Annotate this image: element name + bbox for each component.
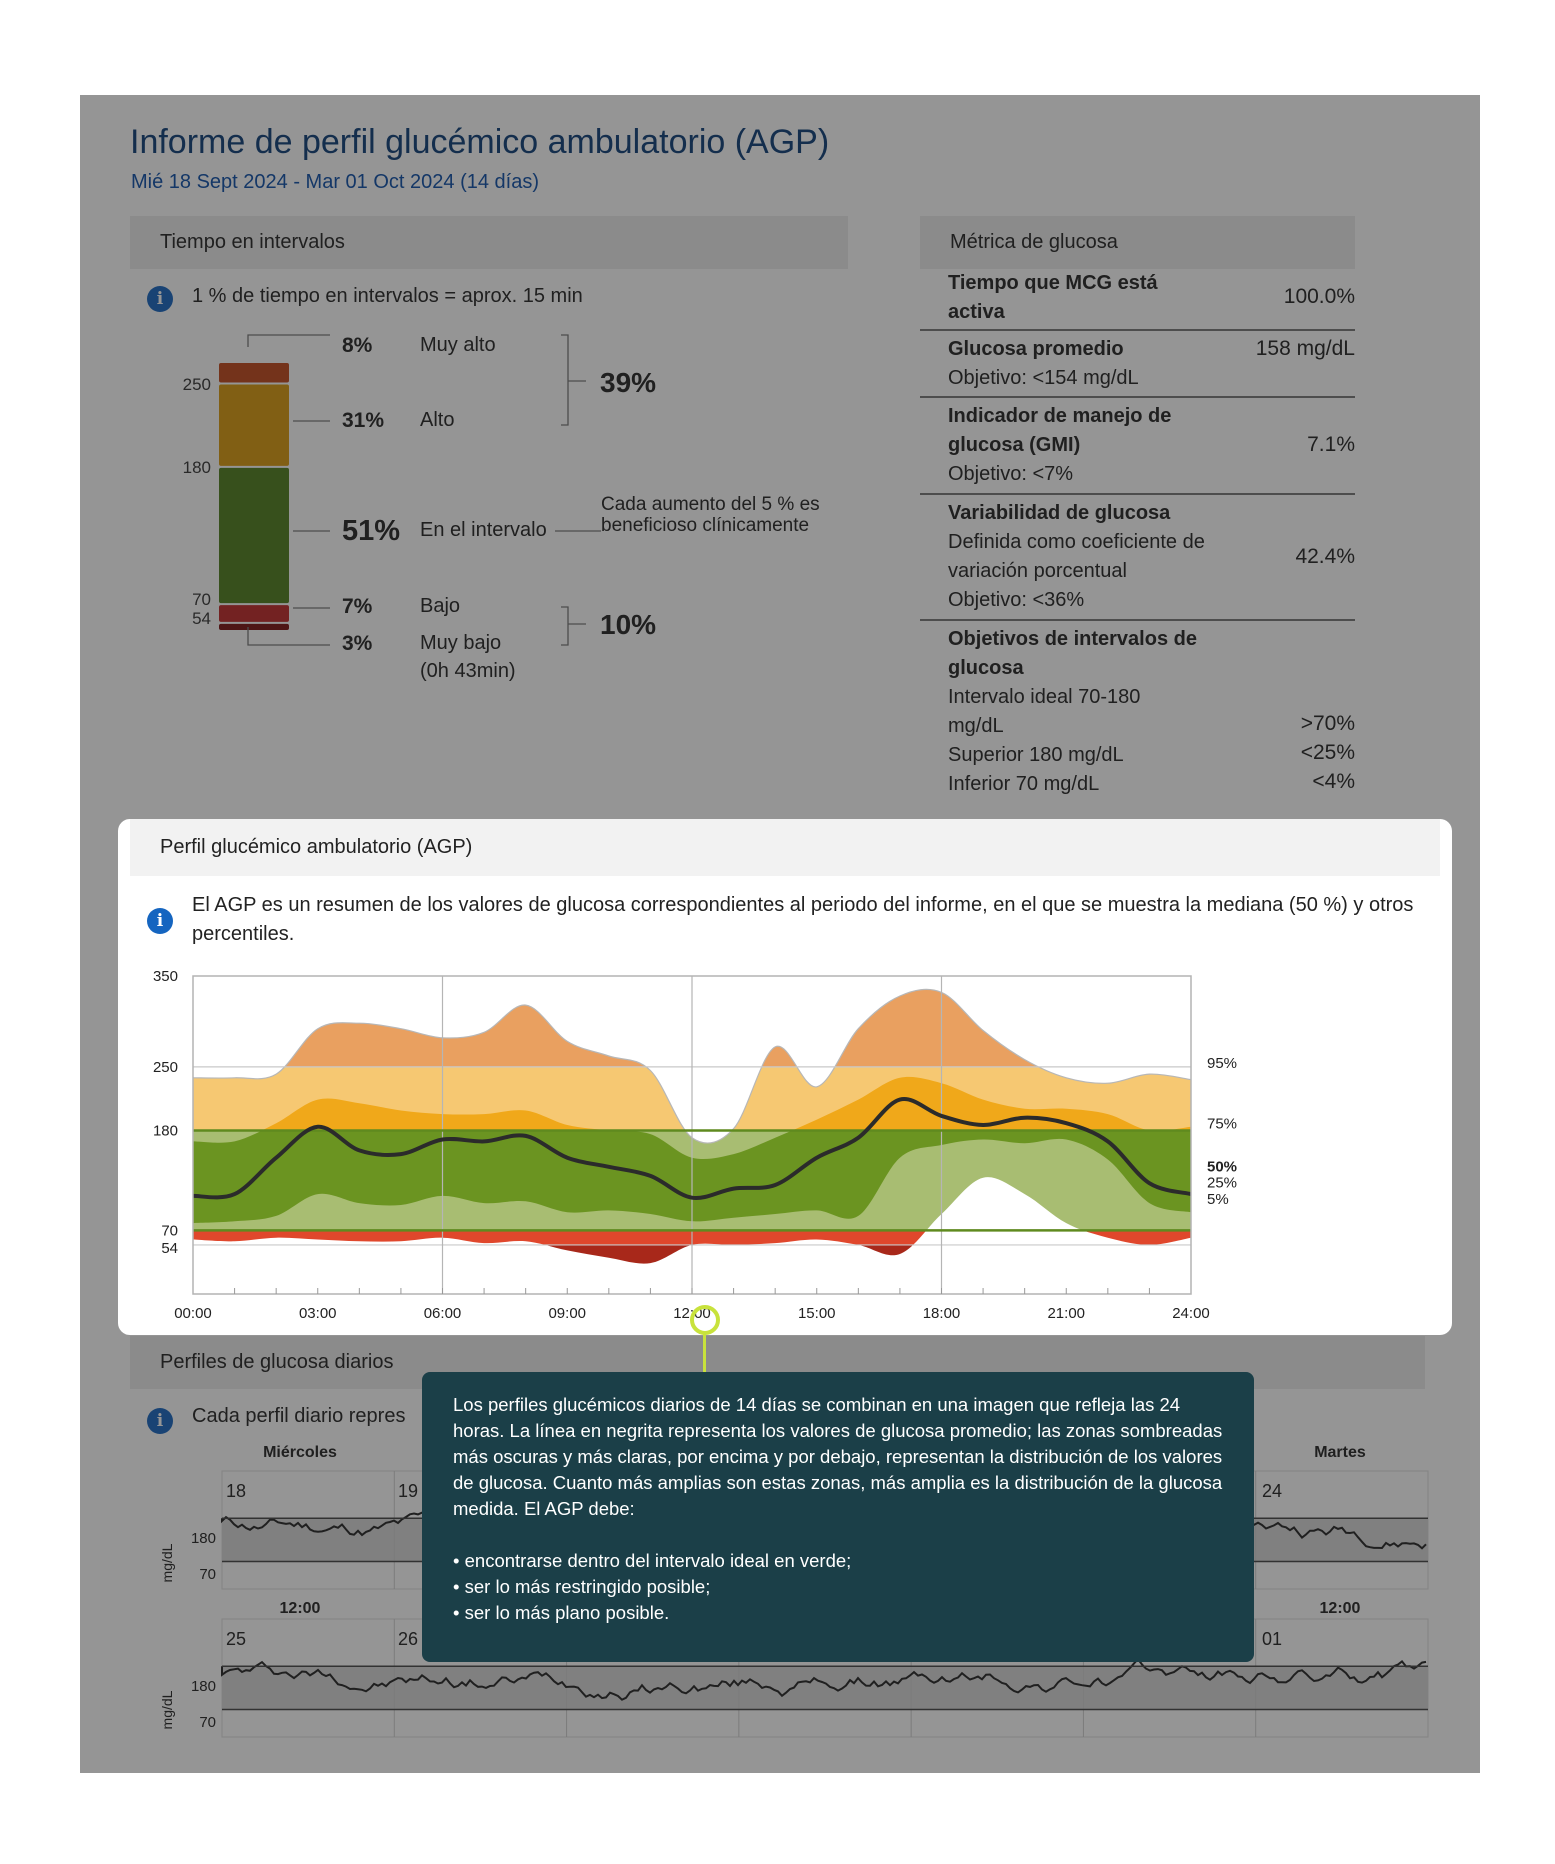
tooltip-bullet: • ser lo más restringido posible; bbox=[453, 1576, 711, 1597]
metric-goal-high-label: Superior 180 mg/dL bbox=[948, 744, 1124, 766]
metric-goal-low-value: <4% bbox=[1312, 770, 1355, 793]
tooltip-bullet: • ser lo más plano posible. bbox=[453, 1602, 670, 1623]
tir-bar-segment-4 bbox=[219, 624, 289, 630]
metric-mean-target: Objetivo: <154 mg/dL bbox=[948, 367, 1139, 389]
metrics-heading: Métrica de glucosa bbox=[950, 231, 1118, 253]
metric-cgm-active-label: Tiempo que MCG está activa bbox=[948, 272, 1158, 323]
agp-percentile-labels bbox=[1207, 1055, 1237, 1208]
tir-bars bbox=[219, 363, 289, 630]
metric-gmi bbox=[920, 398, 1355, 495]
metric-cgm-active bbox=[920, 269, 1355, 331]
tir-high-total: 39% bbox=[600, 367, 657, 398]
tir-bar-segment-3 bbox=[219, 605, 289, 622]
tir-pct-very-high: 8% bbox=[342, 334, 373, 357]
tir-note: 1 % de tiempo en intervalos = aprox. 15 min bbox=[192, 285, 583, 307]
agp-pct-label: 25% bbox=[1207, 1174, 1238, 1192]
tir-bar-segment-2 bbox=[219, 468, 289, 603]
metric-gmi-label: Indicador de manejo de glucosa (GMI) bbox=[948, 405, 1172, 456]
metric-mean-label: Glucosa promedio bbox=[948, 338, 1124, 360]
metric-variability-target: Objetivo: <36% bbox=[948, 589, 1085, 611]
agp-y-tick-label: 350 bbox=[152, 968, 178, 985]
tooltip-text: Los perfiles glucémicos diarios de 14 días se combinan en una imagen que refleja las 24 horas. La línea en negrita representa los valores de glucosa promedio; las zonas sombreadas más oscuras y más claras, por encima y por debajo, representan la distribución de los valores de glucosa. Cuanto más amplias son estas zonas, más amplia es la distribución de la glucosa medida. El AGP debe: bbox=[453, 1394, 1223, 1519]
metric-goal-range-value: >70% bbox=[1300, 712, 1355, 735]
tooltip-anchor-ring[interactable] bbox=[690, 1305, 720, 1335]
daily-day-first: Miércoles bbox=[263, 1444, 337, 1461]
daily-date-24: 24 bbox=[1262, 1481, 1283, 1501]
daily-noon-label-2: 12:00 bbox=[1319, 1600, 1361, 1617]
tir-pct-low: 7% bbox=[342, 595, 373, 618]
agp-x-tick-label: 09:00 bbox=[548, 1305, 587, 1322]
agp-highlight-card bbox=[118, 819, 1452, 1335]
tir-low-total: 10% bbox=[600, 609, 657, 640]
daily-date-26: 26 bbox=[398, 1629, 419, 1649]
agp-plot-area bbox=[193, 976, 1191, 1294]
agp-chart bbox=[118, 819, 1452, 1335]
agp-heading: Perfil glucémico ambulatorio (AGP) bbox=[160, 836, 473, 858]
daily-y-unit-b: mg/dL bbox=[159, 1690, 175, 1730]
metrics-table bbox=[920, 269, 1355, 909]
tooltip-popup bbox=[422, 1372, 1254, 1662]
tir-label-in-range: En el intervalo bbox=[420, 519, 547, 541]
metrics-section-header bbox=[920, 216, 1355, 269]
tooltip-bullets bbox=[453, 1548, 1224, 1626]
tooltip-pointer-line bbox=[703, 1334, 706, 1372]
tir-label-low: Bajo bbox=[420, 595, 461, 617]
daily-note: Cada perfil diario repres bbox=[192, 1405, 406, 1427]
high-bracket bbox=[561, 335, 568, 425]
agp-x-tick-label: 24:00 bbox=[1172, 1305, 1210, 1322]
daily-date-25: 25 bbox=[226, 1629, 247, 1649]
tir-heading: Tiempo en intervalos bbox=[160, 231, 345, 253]
daily-date-18: 18 bbox=[226, 1481, 247, 1501]
daily-y-70-b: 70 bbox=[199, 1714, 216, 1731]
agp-y-tick-label: 180 bbox=[152, 1122, 178, 1140]
report-date-range: Mié 18 Sept 2024 - Mar 01 Oct 2024 (14 días) bbox=[131, 171, 539, 193]
metric-goal-high-value: <25% bbox=[1300, 741, 1355, 764]
metric-variability-value: 42.4% bbox=[1295, 545, 1355, 568]
metric-variability bbox=[920, 495, 1355, 621]
agp-description: El AGP es un resumen de los valores de glucosa correspondientes al periodo del informe, en el que se muestra la mediana (50 %) y otros percentiles. bbox=[192, 894, 1414, 945]
agp-y-tick-label: 54 bbox=[161, 1239, 178, 1257]
daily-target-band bbox=[222, 1666, 1428, 1709]
metric-mean-value: 158 mg/dL bbox=[1255, 337, 1355, 360]
tir-pct-in-range: 51% bbox=[342, 515, 401, 547]
tir-range-note: Cada aumento del 5 % es beneficioso clínicamente bbox=[601, 494, 820, 536]
agp-pct-label: 95% bbox=[1207, 1054, 1238, 1072]
agp-y-axis bbox=[153, 968, 178, 1257]
info-icon[interactable]: i bbox=[147, 908, 173, 934]
tir-axis-70: 70 bbox=[192, 590, 211, 609]
connector-very-high bbox=[248, 335, 330, 347]
metric-gmi-value: 7.1% bbox=[1307, 433, 1355, 456]
tir-very-low-duration: (0h 43min) bbox=[420, 660, 516, 682]
agp-x-tick-label: 03:00 bbox=[298, 1305, 337, 1322]
tir-bar-segment-0 bbox=[219, 363, 289, 383]
info-icon[interactable]: i bbox=[147, 286, 173, 312]
daily-noon-label-1: 12:00 bbox=[279, 1600, 321, 1617]
tir-axis-180: 180 bbox=[182, 458, 211, 477]
agp-pct-label: 50% bbox=[1207, 1158, 1238, 1176]
agp-x-tick-label: 21:00 bbox=[1047, 1305, 1086, 1322]
metric-cgm-active-value: 100.0% bbox=[1283, 285, 1355, 308]
tooltip-bullet: • encontrarse dentro del intervalo ideal en verde; bbox=[453, 1550, 852, 1571]
info-icon[interactable]: i bbox=[147, 1408, 173, 1434]
metric-variability-label: Variabilidad de glucosa bbox=[948, 502, 1171, 524]
metric-mean bbox=[920, 331, 1355, 398]
metric-goal-range-label: Intervalo ideal 70-180 mg/dL bbox=[948, 686, 1141, 737]
agp-pct-label: 75% bbox=[1207, 1115, 1238, 1133]
daily-day-last: Martes bbox=[1314, 1444, 1366, 1461]
tir-label-high: Alto bbox=[420, 409, 455, 431]
metric-goal-low-label: Inferior 70 mg/dL bbox=[948, 773, 1100, 795]
daily-y-180-b: 180 bbox=[190, 1678, 216, 1695]
tir-bar-chart bbox=[80, 95, 880, 815]
agp-x-tick-label: 18:00 bbox=[922, 1305, 961, 1322]
daily-y-70: 70 bbox=[199, 1566, 216, 1583]
metric-range-goals bbox=[920, 621, 1355, 801]
tir-pct-very-low: 3% bbox=[342, 632, 373, 655]
metric-variability-desc: Definida como coeficiente de variación porcentual bbox=[948, 531, 1205, 582]
tir-bar-segment-1 bbox=[219, 385, 289, 466]
tir-pct-high: 31% bbox=[342, 409, 385, 432]
agp-y-tick-label: 250 bbox=[152, 1058, 178, 1076]
agp-x-tick-label: 15:00 bbox=[797, 1305, 836, 1322]
tir-axis-250: 250 bbox=[182, 375, 211, 394]
tir-label-very-low: Muy bajo bbox=[420, 632, 502, 654]
daily-date-19: 19 bbox=[398, 1481, 419, 1501]
tir-label-very-high: Muy alto bbox=[420, 334, 496, 356]
daily-y-180: 180 bbox=[190, 1530, 216, 1547]
agp-x-tick-label: 12:00 bbox=[673, 1305, 711, 1322]
agp-pct-label: 5% bbox=[1207, 1191, 1229, 1209]
daily-y-unit: mg/dL bbox=[159, 1543, 175, 1583]
low-bracket bbox=[561, 607, 568, 645]
agp-x-tick-label: 06:00 bbox=[423, 1305, 462, 1322]
agp-x-tick-label: 00:00 bbox=[174, 1305, 212, 1322]
metric-goals-label: Objetivos de intervalos de glucosa bbox=[948, 628, 1197, 679]
daily-heading: Perfiles de glucosa diarios bbox=[160, 1351, 394, 1373]
tir-axis-54: 54 bbox=[192, 609, 211, 628]
metric-gmi-target: Objetivo: <7% bbox=[948, 463, 1074, 485]
report-title: Informe de perfil glucémico ambulatorio (AGP) bbox=[130, 123, 830, 161]
agp-y-tick-label: 70 bbox=[161, 1222, 178, 1240]
daily-date-01: 01 bbox=[1262, 1629, 1283, 1649]
